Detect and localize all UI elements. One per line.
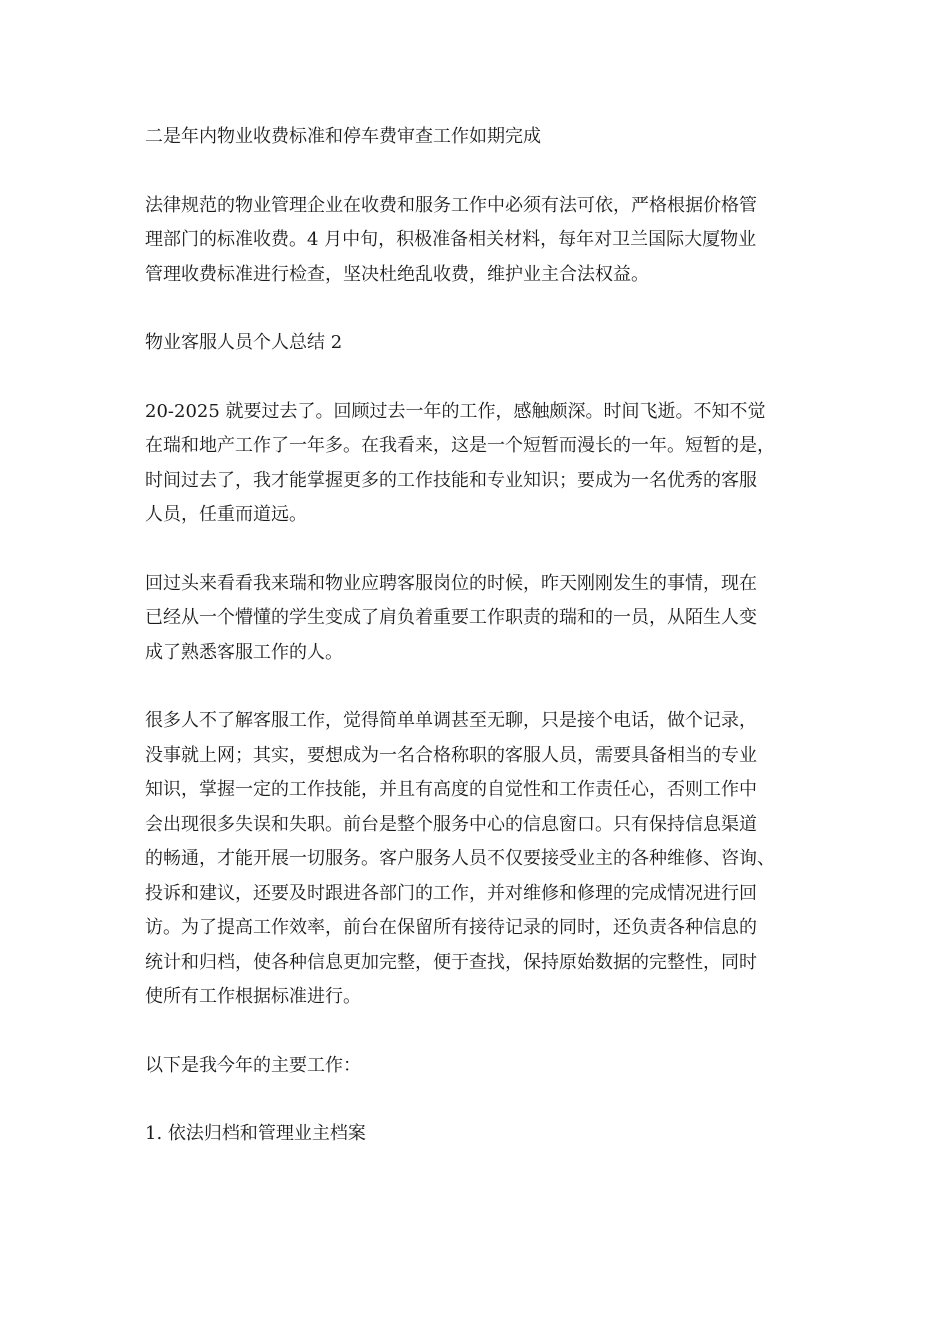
text-line: 已经从一个懵懂的学生变成了肩负着重要工作职责的瑞和的一员，从陌生人变 — [145, 607, 757, 628]
paragraph-4 — [145, 395, 817, 533]
text-line: 没事就上网；其实，要想成为一名合格称职的客服人员，需要具备相当的专业 — [145, 744, 757, 766]
text-line: 20-2025 就要过去了。回顾过去一年的工作，感触颇深。时间飞逝。不知不觉 — [145, 400, 766, 422]
text-line: 很多人不了解客服工作，觉得简单单调甚至无聊，只是接个电话，做个记录， — [145, 710, 757, 731]
document-body — [145, 120, 817, 1186]
text-line: 理部门的标准收费。4 月中旬，积极准备相关材料，每年对卫兰国际大厦物业 — [145, 229, 757, 250]
text-line: 会出现很多失误和失职。前台是整个服务中心的信息窗口。只有保持信息渠道 — [145, 813, 757, 835]
paragraph-5 — [145, 567, 817, 671]
paragraph-6 — [145, 704, 817, 1015]
paragraph-1 — [145, 120, 817, 155]
text-line: 管理收费标准进行检查，坚决杜绝乱收费，维护业主合法权益。 — [145, 263, 649, 285]
text-line: 二是年内物业收费标准和停车费审查工作如期完成 — [145, 126, 541, 147]
text-line: 物业客服人员个人总结 2 — [145, 332, 343, 353]
list-item-1 — [145, 1117, 817, 1152]
text-line: 使所有工作根据标准进行。 — [145, 986, 361, 1007]
text-line: 以下是我今年的主要工作： — [145, 1054, 361, 1076]
text-line: 访。为了提高工作效率，前台在保留所有接待记录的同时，还负责各种信息的 — [145, 917, 757, 938]
paragraph-7 — [145, 1049, 817, 1084]
text-line: 人员，任重而道远。 — [145, 504, 307, 525]
text-line: 投诉和建议，还要及时跟进各部门的工作，并对维修和修理的完成情况进行回 — [145, 882, 757, 904]
section-heading — [145, 326, 817, 361]
text-line: 统计和归档，使各种信息更加完整，便于查找，保持原始数据的完整性，同时 — [145, 951, 757, 973]
text-line: 知识，掌握一定的工作技能，并且有高度的自觉性和工作责任心，否则工作中 — [145, 779, 757, 800]
text-line: 时间过去了，我才能掌握更多的工作技能和专业知识；要成为一名优秀的客服 — [145, 469, 757, 491]
text-line: 的畅通，才能开展一切服务。客户服务人员不仅要接受业主的各种维修、咨询、 — [145, 848, 775, 869]
text-line: 法律规范的物业管理企业在收费和服务工作中必须有法可依，严格根据价格管 — [145, 194, 757, 216]
text-line: 回过头来看看我来瑞和物业应聘客服岗位的时候，昨天刚刚发生的事情，现在 — [145, 572, 757, 594]
text-line: 1. 依法归档和管理业主档案 — [145, 1123, 366, 1144]
text-line: 成了熟悉客服工作的人。 — [145, 641, 343, 663]
paragraph-2 — [145, 189, 817, 293]
text-line: 在瑞和地产工作了一年多。在我看来，这是一个短暂而漫长的一年。短暂的是， — [145, 435, 775, 456]
